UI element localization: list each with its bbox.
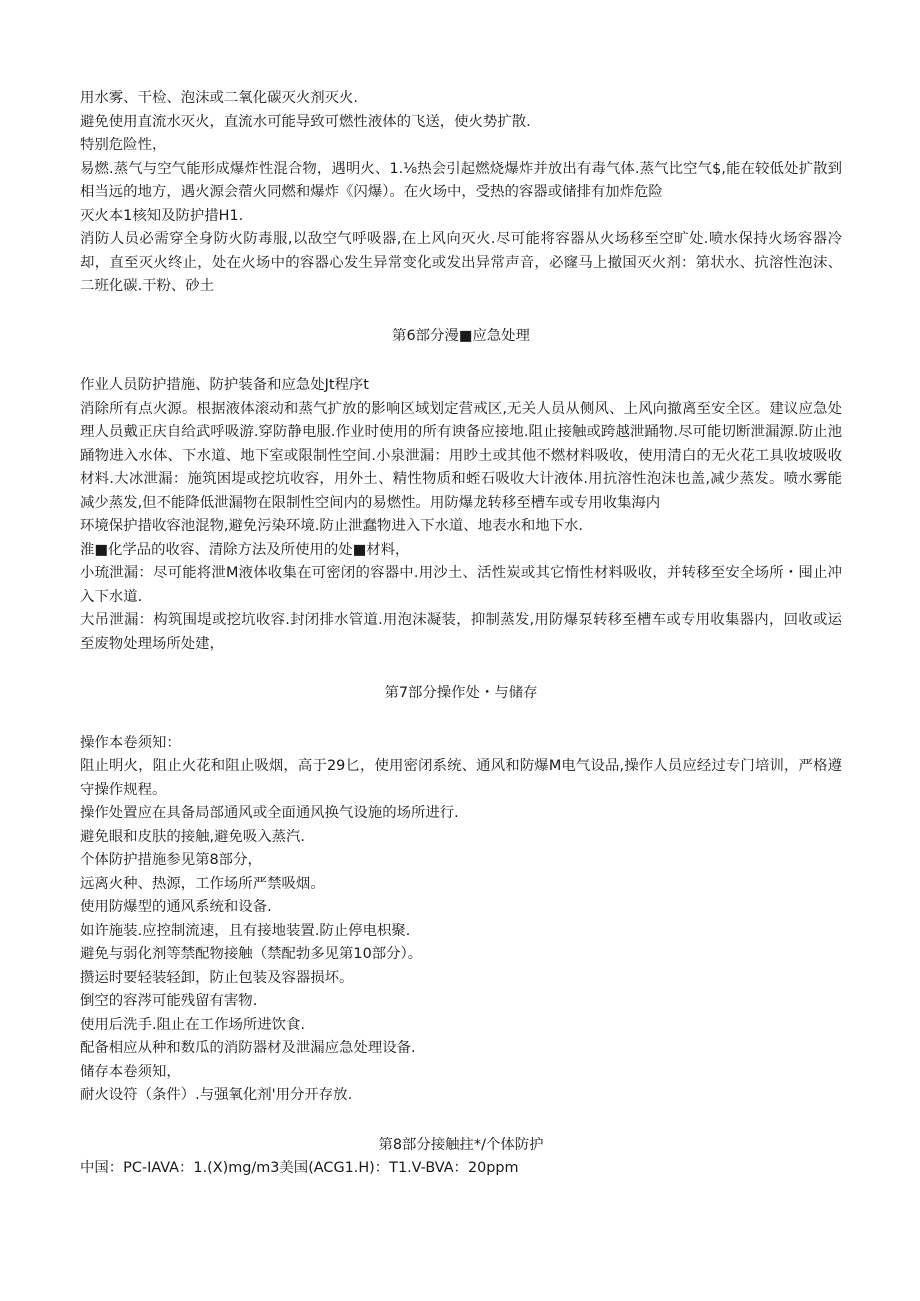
section7-line: 操作处置应在具备局部通风或全面通风换气设施的场所进行. (80, 805, 459, 821)
document-page (80, 87, 842, 1181)
section6-title: 第6部分漫■应急处理 (392, 327, 530, 344)
section7-line: 倒空的容涔可能残留有害物. (80, 993, 258, 1009)
section7-line: 耐火设符（条件）.与强氧化剂'用分开存放. (80, 1087, 353, 1103)
section7-line: 远离火种、热源，工作场所严禁吸烟。 (80, 875, 325, 892)
section6-line: 淮■化学品的收容、清除方法及所使用的处■材料， (80, 541, 410, 558)
special-hazard-text: 易燃.蒸气与空气能形成爆炸性混合物，遇明火、1.⅛热会引起燃烧爆炸并放出有毒气体.蒸气比空气$,能在较低处扩散到相当远的地方，遇火源会蓿火同燃和爆炸《闪爆）。在火场中，受热的容器或储排有加炸危险 (80, 160, 842, 200)
section7-line: 使用后洗手.阻止在工作场所进饮食. (80, 1016, 306, 1033)
section7-line: 配备相应从种和数瓜的消防器材及泄漏应急处理设备. (80, 1040, 416, 1056)
section7-line: 个体防护措施参见第8部分， (80, 852, 262, 868)
section7-line: 避免眼和皮肤的接触,避免吸入蒸汽. (80, 828, 306, 845)
section7-line: 避免与弱化剂等禁配物接触（禁配勃多见第10部分）。 (80, 946, 423, 962)
section7-title: 第7部分操作处・与储存 (384, 685, 538, 701)
firefighter-protection-label: 灭火本1核知及防护措H1. (80, 207, 244, 224)
section7-line: 如许施装.应控制流速，且有接地装置.防止停电枳聚. (80, 922, 411, 939)
section6-line: 大吊泄漏：构筑围堤或挖坑收容.封闭排水管道.用泡沫凝装，抑制蒸发,用防爆泵转移至槽车或专用收集器内，回收或运至废物处理场所处建， (80, 612, 842, 652)
section7-line: 储存本卷须知， (80, 1063, 181, 1080)
section8-title: 第8部分接触拄*/个体防护 (378, 1136, 544, 1153)
special-hazard-label: 特别危险性， (80, 137, 167, 153)
section7-line: 攒运时要轻装轻卸，防止包装及容器损坏。 (80, 969, 354, 986)
section7-line: 操作本卷须知： (80, 734, 181, 751)
section6-line: 小琉泄漏：尽可能将泄M液体收集在可密闭的容器中.用沙土、活性炭或其它惰性材料吸收，并转移至安全场所・囤止冲入下水道. (80, 565, 842, 605)
section8-line: 中国：PC-IAVA：1.(X)mg/m3美国(ACG1.H)：T1.V-BVA：20ppm (80, 1160, 519, 1176)
section6-line: 环境保护措收容池混物,避免污染环境.防止泄蠢物进入下水道、地表水和地下水. (80, 518, 584, 534)
section6-line: 消除所有点火源。根据液体滚动和蒸气扩放的影响区域划定营戒区,无关人员从侧风、上风向撤离至安全区。建议应急处理人员戴正庆自给武呼吸游.穿防静电服.作业时使用的所有谀备应接地.阻止接触或跨越泄踊物.尽可能切断泄漏源.防止池踊物进入水体、下水道、地下室或限制性空间.小泉泄漏：用眇土或其他不燃材料吸收，使用清白的无火花工具收坡吸收材料.大冰泄漏：施筑困堤或挖坑收容，用外土、精性物质和蛭石吸收大计液体.用抗溶性泡沫也盖,减少蒸发。喷水雾能减少蒸发,但不能降低泄漏物在限制性空间内的易燃性。用防爆龙转移至槽车或专用收集海内 (80, 400, 842, 511)
section7-line: 阻止明火，阻止火花和阻止吸烟，高于29匕，使用密闭系统、通风和防爆M电气设品,操作人员应经过专门培训，严格遵守操作规程。 (80, 758, 842, 798)
section6-line: 作业人员防护措施、防护装备和应急处Jt程序t (80, 377, 369, 393)
section7-line: 使用防爆型的通风系统和设备. (80, 899, 272, 915)
fire-avoid-water-line: 避免使用直流水灭火，直流水可能导致可燃性液体的飞送，使火势扩散. (80, 113, 531, 130)
fire-extinguish-line: 用水雾、干检、泡沫或二氧化碳灭火剂灭火. (80, 90, 358, 106)
firefighter-protection-text: 消防人员必需穿全身防火防毒服,以敌空气呼吸器,在上风向灭火.尽可能将容器从火场移至空旷处.喷水保持火场容器冷却，直至灭火终止，处在火场中的容器心发生异常变化或发出异常声音，必窿马上撤国灭火剂：第状水、抗溶性泡沫、二班化碳.干粉、砂土 (80, 231, 842, 294)
